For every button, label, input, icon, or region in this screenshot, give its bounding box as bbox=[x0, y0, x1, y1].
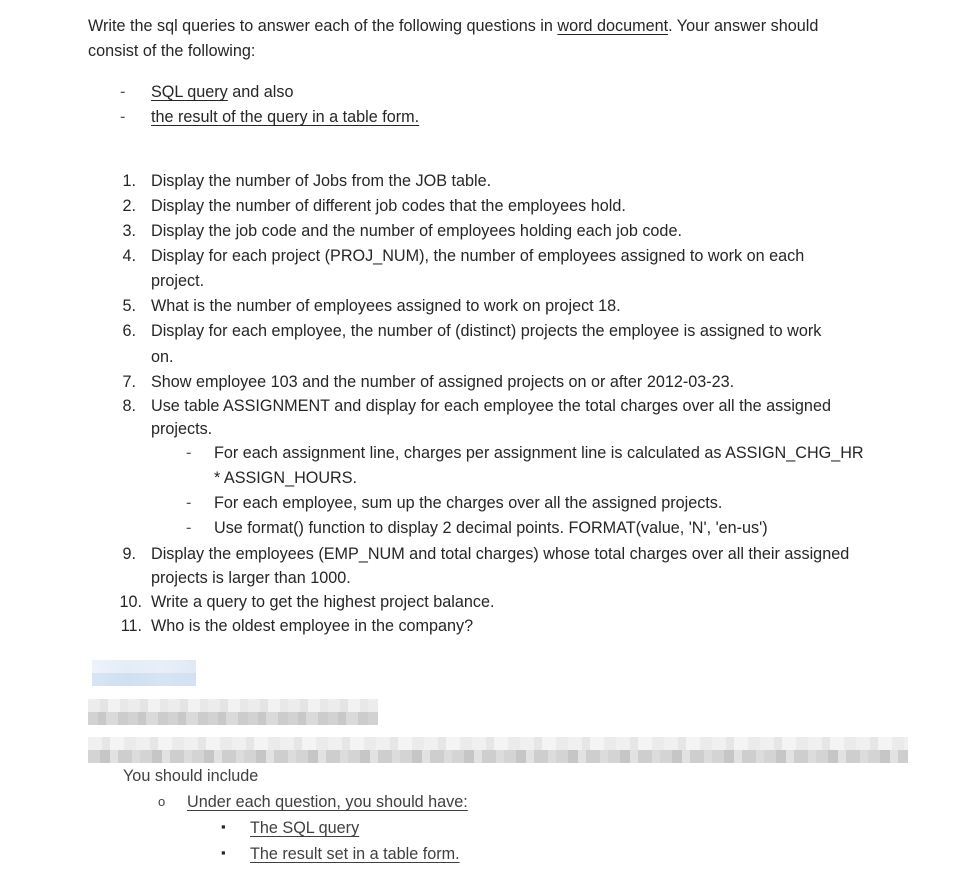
question-number: 4. bbox=[122, 247, 136, 265]
requirement-underlined: the result of the query in a table form. bbox=[151, 108, 420, 126]
question-text: Display the number of different job codes that the employees hold. bbox=[151, 197, 626, 215]
question-text: Display the employees (EMP_NUM and total charges) whose total charges over all their assigned bbox=[151, 545, 850, 563]
question-text: Display the number of Jobs from the JOB table. bbox=[151, 172, 492, 190]
sub-item-text: Use format() function to display 2 decimal points. FORMAT(value, 'N', 'en-us') bbox=[214, 519, 768, 537]
square-bullet-icon: ▪ bbox=[221, 845, 226, 860]
question-text: What is the number of employees assigned to work on project 18. bbox=[151, 297, 621, 315]
dash-bullet: - bbox=[186, 444, 192, 462]
question-number: 1. bbox=[122, 172, 136, 190]
square-item-text: The result set in a table form. bbox=[250, 845, 460, 863]
question-text: Write a query to get the highest project balance. bbox=[151, 593, 495, 611]
question-text: Use table ASSIGNMENT and display for each employee the total charges over all the assigned bbox=[151, 397, 831, 415]
question-number: 9. bbox=[122, 545, 136, 563]
question-number: 8. bbox=[122, 397, 136, 415]
intro-text: Write the sql queries to answer each of the following questions in bbox=[88, 17, 558, 35]
requirement-underlined: SQL query bbox=[151, 83, 228, 101]
question-number: 3. bbox=[122, 222, 136, 240]
word-document-link: word document bbox=[557, 17, 669, 35]
circle-item-text: Under each question, you should have: bbox=[187, 793, 468, 811]
include-label: You should include bbox=[123, 767, 259, 785]
question-number: 10. bbox=[119, 593, 142, 611]
requirement-rest: and also bbox=[227, 83, 294, 101]
redacted-heading bbox=[92, 660, 196, 686]
question-number: 11. bbox=[120, 617, 142, 635]
question-number: 6. bbox=[122, 322, 136, 340]
question-number: 2. bbox=[122, 197, 136, 215]
question-number: 5. bbox=[122, 297, 136, 315]
intro-line-1 bbox=[88, 17, 818, 36]
intro-text-end: . Your answer should bbox=[668, 17, 819, 35]
question-text: Display the job code and the number of employees holding each job code. bbox=[151, 222, 682, 240]
question-text: Display for each project (PROJ_NUM), the number of employees assigned to work on each bbox=[151, 247, 805, 265]
question-text-cont: on. bbox=[151, 348, 174, 366]
dash-bullet: - bbox=[186, 519, 192, 537]
question-text-cont: projects. bbox=[151, 420, 213, 438]
square-bullet-icon: ▪ bbox=[221, 819, 226, 834]
circle-bullet-icon: o bbox=[158, 794, 166, 809]
square-item-text: The SQL query bbox=[250, 819, 360, 837]
intro-line-2: consist of the following: bbox=[88, 42, 256, 60]
question-text: Who is the oldest employee in the company? bbox=[151, 617, 474, 635]
question-text: Display for each employee, the number of (distinct) projects the employee is assigned to work bbox=[151, 322, 822, 340]
sub-item-text: For each employee, sum up the charges over all the assigned projects. bbox=[214, 494, 723, 512]
question-text-cont: projects is larger than 1000. bbox=[151, 569, 351, 587]
question-number: 7. bbox=[122, 373, 136, 391]
dash-bullet: - bbox=[186, 494, 192, 512]
question-text: Show employee 103 and the number of assigned projects on or after 2012-03-23. bbox=[151, 373, 735, 391]
redacted-line-1 bbox=[88, 699, 378, 725]
sub-item-text: For each assignment line, charges per assignment line is calculated as ASSIGN_CHG_HR bbox=[214, 444, 864, 462]
redacted-line-2 bbox=[88, 737, 908, 763]
sub-item-text-cont: * ASSIGN_HOURS. bbox=[214, 469, 358, 487]
dash-bullet: - bbox=[120, 83, 126, 101]
dash-bullet: - bbox=[120, 108, 126, 126]
question-text-cont: project. bbox=[151, 272, 205, 290]
